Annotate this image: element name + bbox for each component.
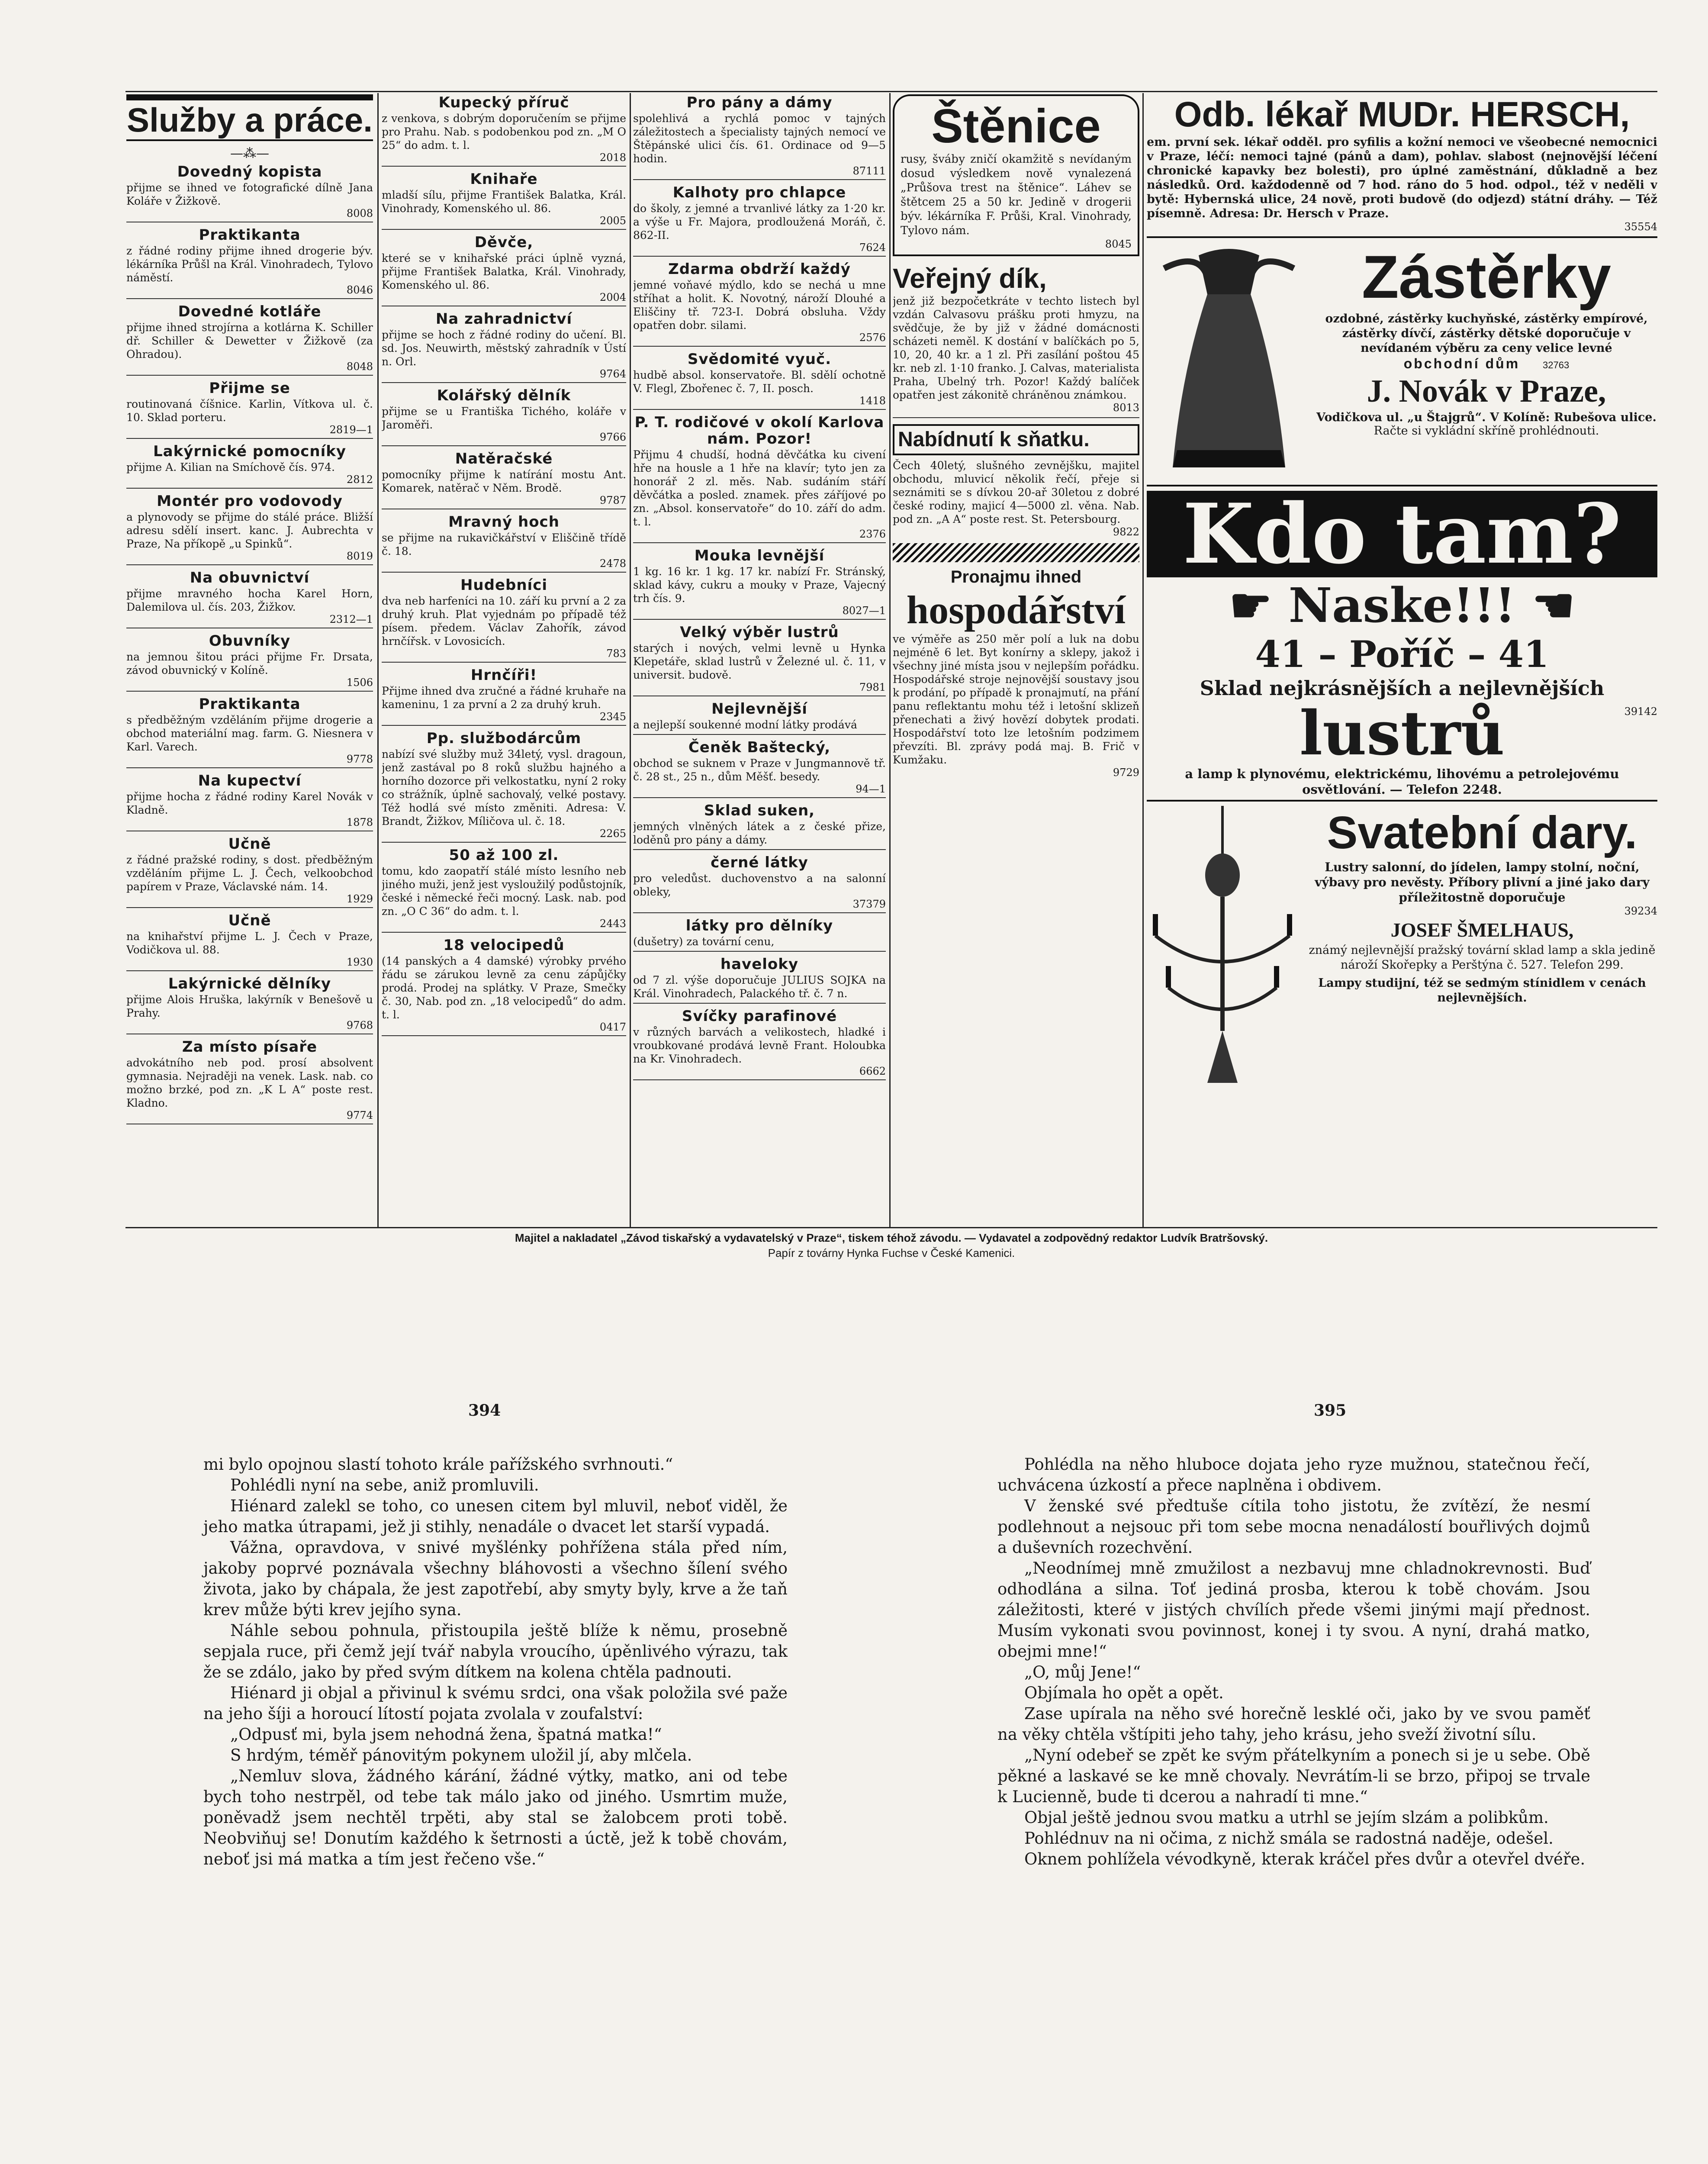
ad-heading: Lakýrnické dělníky <box>168 975 331 992</box>
ad-code: 2312—1 <box>329 613 373 625</box>
ad-heading: Mravný hoch <box>448 513 560 531</box>
paragraph: „Nyní odebeř se zpět ke svým přátelkyním a ponech si je u sebe. Obě pěkné a laskavé se ke mně chovaly. Nevrátím-li se brzo, připoj se trvale k Lucienně, bude ti dcerou a nahradí ti mne.“ <box>997 1746 1590 1806</box>
paragraph: „Odpusť mi, byla jsem nehodná žena, špatná matka!“ <box>230 1725 662 1744</box>
ad-code: 8046 <box>346 284 373 296</box>
ad-code: 9764 <box>599 368 626 380</box>
ad-heading: Učně <box>228 835 271 853</box>
ad-text: do školy, z jemné a trvanlivé látky za 1·20 kr. a výše u Fr. Majora, prodloužená Moráň, č. 862-II. <box>633 202 886 242</box>
ad-code: 2443 <box>599 918 626 930</box>
hospodarstvi-ad <box>893 567 1139 779</box>
ad-code: 1878 <box>346 816 373 828</box>
ad-code: 7624 <box>859 242 886 254</box>
classified-ad <box>126 303 373 376</box>
snatek-text: Čech 40letý, slušného zevnějšku, majitel obchodu, mluvicí několik řečí, přeje si seznámiti se s dívkou 20-ař 30letou z dobré české rodiny, majicí 4—5000 zl. věna. Nab. pod zn. „A A“ poste rest. St. Petersbourg. <box>893 459 1139 525</box>
ad-heading: černé látky <box>711 854 808 871</box>
bottom-rule <box>125 1227 1657 1228</box>
display-ads-column-5 <box>1147 94 1657 1226</box>
ad-heading: Kalhoty pro chlapce <box>672 184 846 201</box>
classified-ad <box>633 414 886 543</box>
hosp-title: hospodářství <box>906 588 1126 632</box>
classified-ad <box>382 667 626 726</box>
ad-text: nabízí své služby muž 34letý, vysl. dragoun, jenž zastával po 8 roků službu hajného a horního dozorce při velkostatku, nyní 2 roky co strážník, úplně sachovalý, velké postavy. Též hodlá své místo změniti. Adresa: V. Brandt, Žižkov, Míličova ul. č. 18. <box>382 748 626 828</box>
classified-ad <box>382 451 626 509</box>
ad-text: advokátního neb pod. prosí absolvent gymnasia. Nejraději na venek. Lask. nab. co možno brzké, pod zn. „K L A“ poste rest. Kladno. <box>126 1056 373 1109</box>
paragraph: Hiénard ji objal a přivinul k svému srdci, ona však položila své paže na jeho šíji a horoucí lítostí pojata zvolala v zoufalství: <box>203 1684 788 1723</box>
ad-code: 2265 <box>599 828 626 840</box>
chandelier-illustration <box>1147 806 1298 1100</box>
ad-code: 0417 <box>599 1021 626 1033</box>
zasterky-text: ozdobné, zástěrky kuchyňské, zástěrky empírové, zástěrky dívčí, zástěrky dětské doporučuje v nevídaném výběru za ceny velice levné <box>1325 312 1648 355</box>
ad-list <box>126 164 373 1124</box>
ad-text: jemné voňavé mýdlo, kdo se nechá u mne stříhat a holit. K. Novotný, nároží Dlouhé a Eliščiny tř. 723-I. Dobrá obsluha. Vždy opatřen dobr. silami. <box>633 279 886 332</box>
classified-ad <box>126 380 373 439</box>
ad-heading: Dovedné kotláře <box>178 303 322 320</box>
ad-code: 1506 <box>346 676 373 689</box>
ad-code: 9787 <box>599 494 626 506</box>
ad-code: 2376 <box>859 528 886 540</box>
naske-address: 41 – Poříč – 41 <box>1255 633 1549 676</box>
ad-text: a nejlepší soukenné modní látky prodává <box>633 718 857 731</box>
paragraph: Náhle sebou pohnula, přistoupila ještě blíže k němu, prosebně sepjala ruce, při čemž její tvář nabyla vroucího, úpěnlivého výrazu, tak že se zdálo, jako by před svým dítkem na kolena chtěla padnouti. <box>203 1621 788 1681</box>
classified-ad <box>382 847 626 933</box>
paragraph: Pohlédla na něho hluboce dojata jeho ryze mužnou, statečnou řečí, uchvácena úzkostí a přece naplněna i obdivem. <box>997 1455 1590 1494</box>
ad-text: hudbě absol. konservatoře. Bl. sdělí ochotně V. Flegl, Zbořenec č. 7, II. posch. <box>633 369 886 395</box>
ad-code: 94—1 <box>856 783 886 795</box>
classified-ad <box>126 912 373 971</box>
ad-code: 2005 <box>599 215 626 227</box>
paragraph: mi bylo opojnou slastí tohoto krále pařížského svrhnouti.“ <box>203 1455 673 1474</box>
paragraph: Hiénard zalekl se toho, co unesen citem byl mluvil, neboť viděl, že jeho matka útrapami, jež ji stihly, nenadále o dvacet let starší vypadá. <box>203 1497 788 1536</box>
pointing-hand-icon: ☛ <box>1229 577 1272 633</box>
paragraph: Oknem pohlížela vévodkyně, kterak kráčel přes dvůr a otevřel dvéře. <box>1024 1850 1586 1868</box>
ad-code: 2345 <box>599 711 626 723</box>
dik-title: Veřejný dík, <box>893 263 1047 294</box>
ad-text: na jemnou šitou práci přijme Fr. Drsata, závod obuvnický v Kolíně. <box>126 650 373 676</box>
paragraph: „Nemluv slova, žádného kárání, žádné výtky, matko, ani od tebe bych toho nestrpěl, od tebe tak málo jako od jiného. Usmrtim muže, poněvadž jsem nechtěl trpěti, aby stal se žalobcem proti tobě. Neobviňuj se! Donutím každého k šetrnosti a úctě, jež k tobě chovám, neboť jsi má matka a tím jest řečeno vše.“ <box>203 1767 788 1868</box>
ad-code: 2819—1 <box>329 424 373 436</box>
stenice-title: Štěnice <box>931 100 1101 153</box>
classified-ad <box>633 802 886 850</box>
paragraph: V ženské své předtuše cítila toho jistotu, že zvítězí, že nesmí podlehnout a nejsouc při tom sebe mocna nenadálostí bouřlivých dojmů a duševních rozechvění. <box>997 1497 1590 1557</box>
stenice-ad <box>893 94 1139 256</box>
ad-code: 8045 <box>1105 238 1132 250</box>
zasterky-title: Zástěrky <box>1362 243 1611 311</box>
classified-ad <box>382 577 626 663</box>
imprint-line-1: Majitel a nakladatel „Závod tiskařský a vydavatelský v Praze“, tiskem téhož závodu. — Vydavatel a zodpovědný redaktor Ludvík Bratršovský. <box>515 1231 1268 1244</box>
ad-code: 39142 <box>1624 705 1657 718</box>
classified-ad <box>633 854 886 913</box>
ad-text: spolehlivá a rychlá pomoc v tajných záležitostech a špecialisty tajných nemocí ve Štěpánské ulici čís. 61. Ordinace od 9—5 hodin. <box>633 112 886 165</box>
ad-text: starých i nových, velmi levně u Hynka Klepetáře, sklad lustrů v Železné ul. č. 11, v universit. budově. <box>633 642 886 681</box>
smelhaus-firm: JOSEF ŠMELHAUS, <box>1390 919 1574 941</box>
svatebni-title: Svatební dary. <box>1327 807 1637 858</box>
ad-heading: Lakýrnické pomocníky <box>153 443 347 460</box>
ornament: —⁂— <box>230 146 269 161</box>
ad-text: jemných vlněných látek a z české přize, loděnů pro pány a dámy. <box>633 820 886 846</box>
ad-text: od 7 zl. výše doporučuje JULIUS SOJKA na Král. Vinohradech, Palackého tř. č. 7 n. <box>633 974 886 1000</box>
hersch-text: em. první sek. lékař odděl. pro syfilis a kožní nemoci ve všeobecné nemocnici v Praze, léčí: nemoci tajné (pánů a dam), pohlav. slabost (nejnovější léčení chronické kapavky bez bolesti), pro úplné zaměstnání, důkladně a bez následků. Ord. každodenně od 7 hod. ráno do 5 hod. odpol., též v neděli v bytě: Hybernská ulice, 24 nově, proti budově (do odjezd) státní dráhy. — Též písemně. Adresa: Dr. Hersch v Praze. <box>1147 135 1657 220</box>
snatek-ad <box>893 424 1139 538</box>
ad-text: z řádné pražské rodiny, s dost. předběžným vzděláním přijme L. J. Čech, velkoobchod papírem v Praze, Václavské nám. 14. <box>126 853 373 893</box>
ad-heading: Hrnčíři! <box>470 667 537 684</box>
ad-text: přijme mravného hocha Karel Horn, Dalemilova ul. čís. 203, Žižkov. <box>126 587 373 613</box>
ad-text: obchod se suknem v Praze v Jungmannově tř. č. 28 st., 25 n., dům Měšť. besedy. <box>633 757 886 783</box>
ad-code: 9822 <box>1113 526 1139 538</box>
ad-text: z řádné rodiny přijme ihned drogerie býv. lékárníka Průšl na Král. Vinohradech, Tylovo náměstí. <box>126 245 373 284</box>
ad-text: pro veledůst. duchovenstvo a na salonní obleky, <box>633 872 886 898</box>
paragraph: Vážna, opravdova, v snivé myšlénky pohřížena stála před ním, jakoby poprvé poznávala všechny bláhovosti a všechno šílení svého života, jako by chápala, že jest zapotřebí, aby smyty byly, krve a že taň krev může býti krev jejího syna. <box>203 1538 788 1619</box>
ad-heading: havelоky <box>720 956 799 973</box>
ad-code: 9778 <box>346 753 373 765</box>
ad-heading: Obuvníky <box>209 632 291 650</box>
ad-heading: Učně <box>228 912 271 929</box>
classified-ad <box>126 1039 373 1124</box>
classified-ad <box>633 1008 886 1080</box>
ad-code: 39234 <box>1624 905 1657 917</box>
naske-name: Naske!!! <box>1288 577 1516 633</box>
snatek-title: Nabídnutí k sňatku. <box>893 424 1139 455</box>
ad-text: a plynovody se přijme do stálé práce. Bližší adresu sdělí insert. kanc. J. Aubrechta v Praze, Na příkopě „u Spinků“. <box>126 511 373 550</box>
ad-code: 9774 <box>346 1109 373 1121</box>
ad-heading: Svědomité vyuč. <box>687 351 832 368</box>
ad-heading: Zdarma obdrží každý <box>668 261 851 278</box>
kdo-tam-banner: Kdo tam? <box>1147 491 1657 577</box>
zasterky-ad <box>1147 242 1657 486</box>
paragraph: Zase upírala na něho své horečně lesklé oči, jako by ve svou paměť na věky chtěla vštípiti jeho tahy, jeho krásu, jeho sveží životní sílu. <box>997 1704 1590 1744</box>
column-rule-2 <box>630 93 631 1227</box>
hosp-pre: Pronajmu ihned <box>950 567 1082 586</box>
paragraph: „O, můj Jene!“ <box>1024 1663 1141 1681</box>
lustru-word: lustrů <box>1299 698 1505 769</box>
ad-code: 8013 <box>1113 402 1139 414</box>
ad-text: (dušetry) za tovární cenu, <box>633 935 775 948</box>
ad-heading: Za místo písaře <box>182 1038 318 1056</box>
ad-code: 2576 <box>859 332 886 344</box>
classified-ad <box>382 937 626 1036</box>
ad-heading: Mouka levnější <box>694 547 825 564</box>
sklad-line: Sklad nejkrásnějších a nejlevnějších <box>1200 676 1605 700</box>
ad-heading: Sklad suken, <box>704 802 815 819</box>
column-rule-4 <box>1142 93 1144 1227</box>
ad-heading: 18 velocipedů <box>443 937 565 954</box>
page-number-left: 394 <box>468 1401 501 1420</box>
classified-ad <box>126 443 373 489</box>
paragraph: Objal ještě jednou svou matku a utrhl se jejím slzám a polibkům. <box>1024 1808 1549 1827</box>
ad-heading: Montér pro vodovody <box>157 493 343 510</box>
hosp-text: ve výměře as 250 měr polí a luk na dobu nejméně 6 let. Byt konírny a sklepy, jakož i všechny jiné místa jsou v nejlepším pořádku. Hospodářské stroje nejnovější soustavy jsou k prodání, po případě k pronajmutí, na přání panu reflektantu mohu též i letošní sklizeň přenechati a živý hovězí dobytek prodati. Hospodářství toto lze letošním podzimem převzíti. Bl. zprávy podá maj. B. Frič v Kumžaku. <box>893 633 1139 766</box>
ad-text: přijme hocha z řádné rodiny Karel Novák v Kladně. <box>126 790 373 816</box>
paragraph: Pohlédli nyní na sebe, aniž promluvili. <box>230 1476 539 1494</box>
svatebni-text-3: Lampy studijní, též se sedmým stínidlem v cenách nejlevnějších. <box>1318 976 1646 1005</box>
ad-text: z venkova, s dobrým doporučením se přijme pro Prahu. Nab. s podobenkou pod zn. „M O 25“ do adm. t. l. <box>382 112 626 151</box>
naske-line <box>1147 577 1657 634</box>
ad-code: 37379 <box>852 898 886 910</box>
ad-heading: Natěračské <box>455 450 553 467</box>
ad-code: 9766 <box>599 431 626 443</box>
ad-heading: Kupecký příruč <box>438 94 569 111</box>
ad-code: 87111 <box>852 165 886 177</box>
classified-ad <box>382 387 626 446</box>
ad-code: 35554 <box>1624 221 1657 233</box>
ad-text: 1 kg. 16 kr. 1 kg. 17 kr. nabízí Fr. Stránský, sklad kávy, cukru a mouky v Praze, Vajecný trh čís. 9. <box>633 565 886 605</box>
classified-ad <box>633 918 886 952</box>
classified-ad <box>382 514 626 573</box>
paragraph: S hrdým, téměř pánovitým pokynem uložil jí, aby mlčela. <box>230 1746 692 1765</box>
ad-heading: Velký výběr lustrů <box>680 624 839 641</box>
classified-ad <box>126 633 373 692</box>
hatch-divider <box>893 543 1139 562</box>
ad-heading: Nejlevnější <box>711 700 807 718</box>
ad-text: přijme se ihned ve fotografické dílně Jana Kolářе v Žižkově. <box>126 181 373 207</box>
apron-illustration <box>1147 242 1311 480</box>
ad-heading: Na zahradnictví <box>435 310 573 328</box>
ad-code: 8048 <box>346 361 373 373</box>
classifieds-column-2 <box>382 94 626 1226</box>
ad-heading: Na kupectví <box>198 772 302 789</box>
ad-code: 8027—1 <box>842 605 886 617</box>
ad-heading: Hudebníci <box>460 576 548 594</box>
classified-ad <box>633 739 886 798</box>
classified-ad <box>126 696 373 768</box>
paragraph: Objímala ho opět a opět. <box>1024 1684 1224 1702</box>
lustru-text: a lamp k plynovému, elektrickému, lihovému a petrolejovému osvětlování. — Telefon 2248. <box>1185 766 1619 797</box>
ad-list <box>633 94 886 1080</box>
ad-text: přijme se u Františka Tichého, koláře v Jaroměři. <box>382 405 626 431</box>
ad-text: tomu, kdo zaopatří stálé místo lesního neb jiného muži, jenž jest vysloužilý podůstojník, české i německé řeči mocný. Lask. nab. pod zn. „O C 36“ do adm. t. l. <box>382 865 626 918</box>
classifieds-column-3 <box>633 94 886 1226</box>
classified-ad <box>633 94 886 180</box>
ad-heading: látky pro dělníky <box>685 917 833 934</box>
hersch-title: Odb. lékař MUDr. HERSCH, <box>1174 95 1630 134</box>
ad-text: routinovaná číšnice. Karlin, Vítkova ul. č. 10. Sklad porteru. <box>126 398 373 424</box>
ad-text: (14 panských a 4 damské) výrobky prvého řádu se zárukou levně za cenu zápůjčky prodá. Prodej na splátky. V Praze, Smečky č. 30, Nab. pod zn. „18 velocipedů“ do adm. t. l. <box>382 955 626 1021</box>
hersch-ad <box>1147 94 1657 238</box>
ad-heading: Pp. službodárcům <box>426 730 582 747</box>
ad-heading: P. T. rodičové v okolí Karlova nám. Pozor! <box>634 414 885 448</box>
top-rule <box>125 91 1657 92</box>
classified-ad <box>126 570 373 628</box>
ad-code: 2004 <box>599 291 626 303</box>
ad-list <box>382 94 626 1036</box>
ad-heading: Čeněk Baštecký, <box>688 739 831 756</box>
ad-text: se přijme na rukavičkářství v Eliščině třídě č. 18. <box>382 531 626 557</box>
classified-ad <box>633 547 886 620</box>
ad-code: 1930 <box>346 956 373 968</box>
novel-page-left <box>203 1454 788 2164</box>
ad-text: v různých barvách a velikostech, hladké i vroubkované prodává levně Frant. Holoubka na Kr. Vinohradech. <box>633 1026 886 1065</box>
ad-heading: Praktikanta <box>199 696 301 713</box>
ad-code: 2812 <box>346 473 373 486</box>
ad-heading: Dovedný kopista <box>177 163 322 180</box>
ad-text: na knihařství přijme L. J. Čech v Praze, Vodičkova ul. 88. <box>126 930 373 956</box>
ad-code: 8019 <box>346 550 373 562</box>
ad-heading: Na obuvnictví <box>190 569 310 586</box>
ad-code: 8008 <box>346 207 373 219</box>
ad-text: přijme ihned strojírna a kotlárna K. Schiller dř. Schiller & Dewetter v Žižkově (za Ohradou). <box>126 321 373 361</box>
ad-code: 1929 <box>346 893 373 905</box>
paragraph: Pohlédnuv na ni očima, z nichž smála se radostná naděje, odešel. <box>1024 1829 1554 1848</box>
classified-ad <box>382 234 626 306</box>
ad-code: 2478 <box>599 557 626 570</box>
ad-code: 1418 <box>859 395 886 407</box>
classified-ad <box>633 351 886 410</box>
ad-code: 2018 <box>599 151 626 164</box>
ad-code: 783 <box>606 647 626 660</box>
dik-text: jenž již bezpočetkráte v techto listech byl vzdán Calvasovu prášku proti hmyzu, na svědčuje, že by již v žádné domácnosti scházeti neměl. K dostání v balíčkách po 5, 10, 20, 40 kr. a 1 zl. Při zasílání poštou 45 kr. neb zl. 1·10 franko. J. Calvas, materialista Praha, Ubelný trh. Pozor! Každý balíček opatřen jest zákonitě chráněnou známkou. <box>893 295 1139 401</box>
classified-ad <box>382 311 626 383</box>
column-rule-1 <box>377 93 379 1227</box>
ad-heading: Praktikanta <box>199 226 301 244</box>
imprint-line-2: Papír z továrny Hynka Fuchse v České Kamenici. <box>768 1246 1015 1259</box>
ad-text: přijme Alois Hruška, lakýrník v Benešově u Prahy. <box>126 993 373 1019</box>
classified-ad <box>633 624 886 696</box>
ad-text: pomocníky přijme k natírání mostu Ant. Komarek, natěrač v Něm. Brodě. <box>382 468 626 494</box>
ad-code: 6662 <box>859 1065 886 1077</box>
zasterky-note: Račte si vykládní skříně prohlédnouti. <box>1373 424 1599 438</box>
ad-heading: Knihaře <box>470 171 538 188</box>
paragraph: „Neodnímej mně zmužilost a nezbavuj mne chladnokrevnosti. Buď odhodlána a silna. Toť jediná prosba, kterou k tobě chovám. Jsou záležitosti, které v jistých chvílích přede všemi jinými mají přednost. Musím vykonati svou povinnost, konej i ty svou. A nyní, drahá matko, obejmi mne!“ <box>997 1559 1590 1661</box>
classified-ad <box>633 184 886 257</box>
ad-code: 7981 <box>859 681 886 693</box>
classified-ad <box>633 956 886 1004</box>
ad-text: dva neb harfeníci na 10. září ku první a 2 za druhý kruh. Plat vyjednám po případě též písem. předem. Václav Zahořík, závod hrnčířsk. v Lovosicích. <box>382 595 626 647</box>
ad-code: 9768 <box>346 1019 373 1031</box>
ad-heading: Přijme se <box>209 380 290 397</box>
page-number-right: 395 <box>1314 1401 1347 1420</box>
classified-ad <box>126 164 373 222</box>
ad-code: 9729 <box>1113 766 1139 779</box>
section-title: Služby a práce. <box>126 94 373 141</box>
classified-ad <box>126 773 373 831</box>
lustru-row <box>1147 698 1657 769</box>
ad-heading: Svíčky parafinové <box>682 1008 837 1025</box>
pointing-hand-left-icon: ☚ <box>1532 577 1575 633</box>
zasterky-sub <box>1316 356 1657 372</box>
display-ads-column-4 <box>893 94 1139 1226</box>
stenice-text: rusy, švábу zničí okamžitě s nevídaným dosud výsledkem nově vynalezená „Průšova trest na štěnice“. Láhev se štětcem 25 a 50 kr. Jedině v drogerii býv. lékárníka F. Průši, Kral. Vinohrady, Tylovo nám. <box>901 153 1132 237</box>
ad-text: mladší sílu, přijme František Balatka, Král. Vinohrady, Komenského ul. 86. <box>382 189 626 215</box>
ad-heading: Pro pány a dámy <box>686 94 833 111</box>
ad-text: které se v knihařské práci úplně vyzná, přijme František Balatka, Král. Vinohrady, Komenského ul. 86. <box>382 252 626 291</box>
svatebni-ad <box>1147 806 1657 1109</box>
column-rule-3 <box>889 93 891 1227</box>
ad-text: s předběžným vzděláním přijme drogerie a obchod materiální mag. farm. G. Niesnera v Karl. Varech. <box>126 714 373 753</box>
svatebni-text-2: známý nejlevnější pražský tovární sklad lamp a skla jedině nároží Skořepky a Perštýna č. 527. Telefon 299. <box>1309 944 1656 972</box>
classified-ad <box>126 836 373 908</box>
ad-heading: Kolářský dělník <box>437 387 571 404</box>
ad-text: přijme A. Kilian na Smíchově čís. 974. <box>126 461 335 473</box>
classified-ad <box>126 976 373 1034</box>
novel-page-right <box>997 1454 1590 2164</box>
classifieds-column-1 <box>126 94 373 1226</box>
ad-text: Přijmu 4 chudší, hodná děvčátka ku civení hře na housle a 1 hře na klavír; tyto jen za honorář 2 zl. měs. Nab. sudáním stáří děvčátka a posled. znamek. přes záříjové po zn. „Absol. konservatoře“ do 10. září do adm. t. l. <box>633 448 886 528</box>
zasterky-firm: J. Novák v Praze, <box>1367 374 1606 409</box>
classified-ad <box>382 730 626 843</box>
classified-ad <box>633 261 886 347</box>
ad-heading: Děvče, <box>474 234 534 251</box>
classified-ad <box>382 171 626 230</box>
classified-ad <box>633 701 886 735</box>
ad-heading: 50 až 100 zl. <box>449 847 559 864</box>
ad-text: Přijme ihned dva zručné a řádné kruhaře na kameninu, 1 za první a 2 za druhý kruh. <box>382 685 626 711</box>
classified-ad <box>382 94 626 167</box>
zasterky-addr: Vodičkova ul. „u Štajgrů“. V Kolíně: Rubešova ulice. <box>1316 411 1657 424</box>
svatebni-text-1: Lustry salonní, do jídelen, lampy stolní, noční, výbavy pro nevěsty. Příbory plivní a jiné jako dary příležitostně doporučuje <box>1315 860 1650 905</box>
ad-code: 32763 <box>1543 360 1570 370</box>
classified-ad <box>126 227 373 299</box>
ad-text: přijme se hoch z řádné rodiny do učení. Bl. sd. Jos. Neuwirth, městský zahradník v Ústí n. Orl. <box>382 328 626 368</box>
classified-ad <box>126 493 373 565</box>
obchodni-dum: obchodní dům <box>1403 356 1520 371</box>
kdo-tam-ad <box>1147 486 1657 802</box>
verejny-dik-ad <box>893 262 1139 418</box>
